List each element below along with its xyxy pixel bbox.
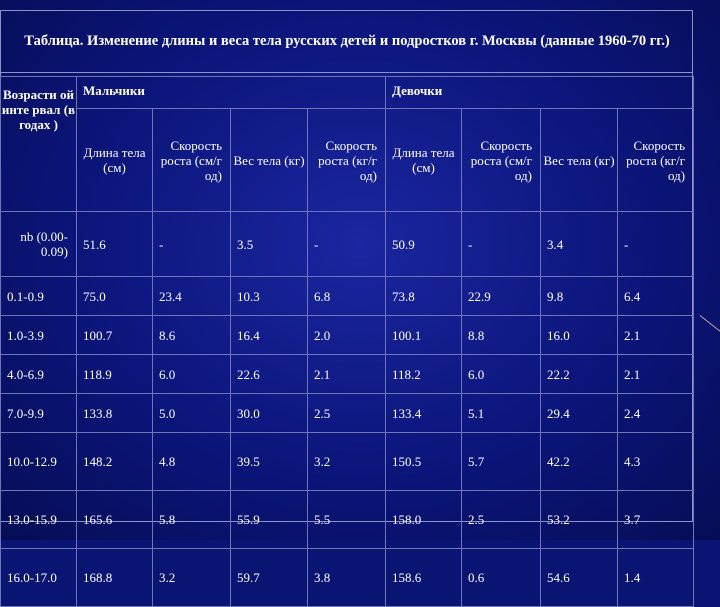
data-cell: 1.4 [618,549,694,607]
boys-growth-speed-header: Скорость роста (см/г од) [153,109,231,212]
girls-growth-speed-header: Скорость роста (см/г од) [462,109,541,212]
group-header-row [1,77,694,109]
data-cell: 75.0 [77,277,153,316]
data-cell: 3.7 [618,491,694,549]
data-cell: 2.0 [308,316,386,355]
age-cell: 4.0-6.9 [1,355,77,394]
data-cell: 2.5 [308,394,386,433]
age-cell: 1.0-3.9 [1,316,77,355]
girls-length-header: Длина тела (см) [386,109,462,212]
data-cell: 16.0 [541,316,618,355]
data-cell: - [153,212,231,277]
data-cell: 50.9 [386,212,462,277]
data-cell: 22.6 [231,355,308,394]
data-cell: 3.2 [308,433,386,491]
age-cell: nb (0.00-0.09) [1,212,77,277]
data-cell: 2.5 [462,491,541,549]
data-cell: 51.6 [77,212,153,277]
title-divider [0,72,693,73]
data-cell: 5.5 [308,491,386,549]
girls-header: Девочки [386,77,694,109]
age-cell: 16.0-17.0 [1,549,77,607]
data-cell: 158.0 [386,491,462,549]
column-header-row [1,109,694,212]
data-cell: - [462,212,541,277]
data-cell: 118.2 [386,355,462,394]
data-cell: 73.8 [386,277,462,316]
data-cell: 29.4 [541,394,618,433]
data-cell: 8.8 [462,316,541,355]
data-cell: 165.6 [77,491,153,549]
data-cell: 148.2 [77,433,153,491]
table-title: Таблица. Изменение длины и веса тела русских детей и подростков г. Москвы (данные 1960-70 гг.) [24,33,670,49]
data-cell: 5.7 [462,433,541,491]
boys-weight-header: Вес тела (кг) [231,109,308,212]
growth-table [0,76,694,607]
data-cell: 4.8 [153,433,231,491]
age-cell: 13.0-15.9 [1,491,77,549]
data-cell: 6.0 [462,355,541,394]
data-cell: 150.5 [386,433,462,491]
data-cell: 100.7 [77,316,153,355]
data-cell: 3.2 [153,549,231,607]
data-cell: 54.6 [541,549,618,607]
table-row [1,277,694,316]
age-cell: 10.0-12.9 [1,433,77,491]
data-cell: 8.6 [153,316,231,355]
data-cell: 133.4 [386,394,462,433]
data-cell: 168.8 [77,549,153,607]
boys-header: Мальчики [77,77,386,109]
data-cell: 2.1 [308,355,386,394]
data-cell: 59.7 [231,549,308,607]
data-cell: 118.9 [77,355,153,394]
data-cell: 3.8 [308,549,386,607]
data-cell: 6.4 [618,277,694,316]
boys-weight-speed-header: Скорость роста (кг/г од) [308,109,386,212]
data-cell: 5.8 [153,491,231,549]
data-cell: 23.4 [153,277,231,316]
data-cell: 5.1 [462,394,541,433]
data-cell: 55.9 [231,491,308,549]
data-cell: 100.1 [386,316,462,355]
data-cell: 10.3 [231,277,308,316]
age-cell: 0.1-0.9 [1,277,77,316]
data-cell: 0.6 [462,549,541,607]
table-row [1,394,694,433]
data-cell: 3.5 [231,212,308,277]
data-cell: 6.0 [153,355,231,394]
data-cell: 158.6 [386,549,462,607]
data-cell: 30.0 [231,394,308,433]
data-cell: 133.8 [77,394,153,433]
table-row [1,212,694,277]
data-cell: 2.1 [618,316,694,355]
data-cell: 42.2 [541,433,618,491]
girls-weight-header: Вес тела (кг) [541,109,618,212]
data-cell: 22.9 [462,277,541,316]
data-cell: - [618,212,694,277]
boys-length-header: Длина тела (см) [77,109,153,212]
girls-weight-speed-header: Скорость роста (кг/г од) [618,109,694,212]
table-row [1,433,694,491]
table-row [1,355,694,394]
data-cell: 2.4 [618,394,694,433]
data-cell: 9.8 [541,277,618,316]
data-cell: - [308,212,386,277]
data-cell: 3.4 [541,212,618,277]
table-row [1,316,694,355]
data-cell: 4.3 [618,433,694,491]
age-cell: 7.0-9.9 [1,394,77,433]
data-cell: 39.5 [231,433,308,491]
age-interval-header: Возрасти ой инте рвал (в годах ) [1,77,77,212]
data-cell: 5.0 [153,394,231,433]
data-cell: 16.4 [231,316,308,355]
data-cell: 2.1 [618,355,694,394]
data-cell: 53.2 [541,491,618,549]
table-row [1,549,694,607]
data-cell: 22.2 [541,355,618,394]
data-cell: 6.8 [308,277,386,316]
